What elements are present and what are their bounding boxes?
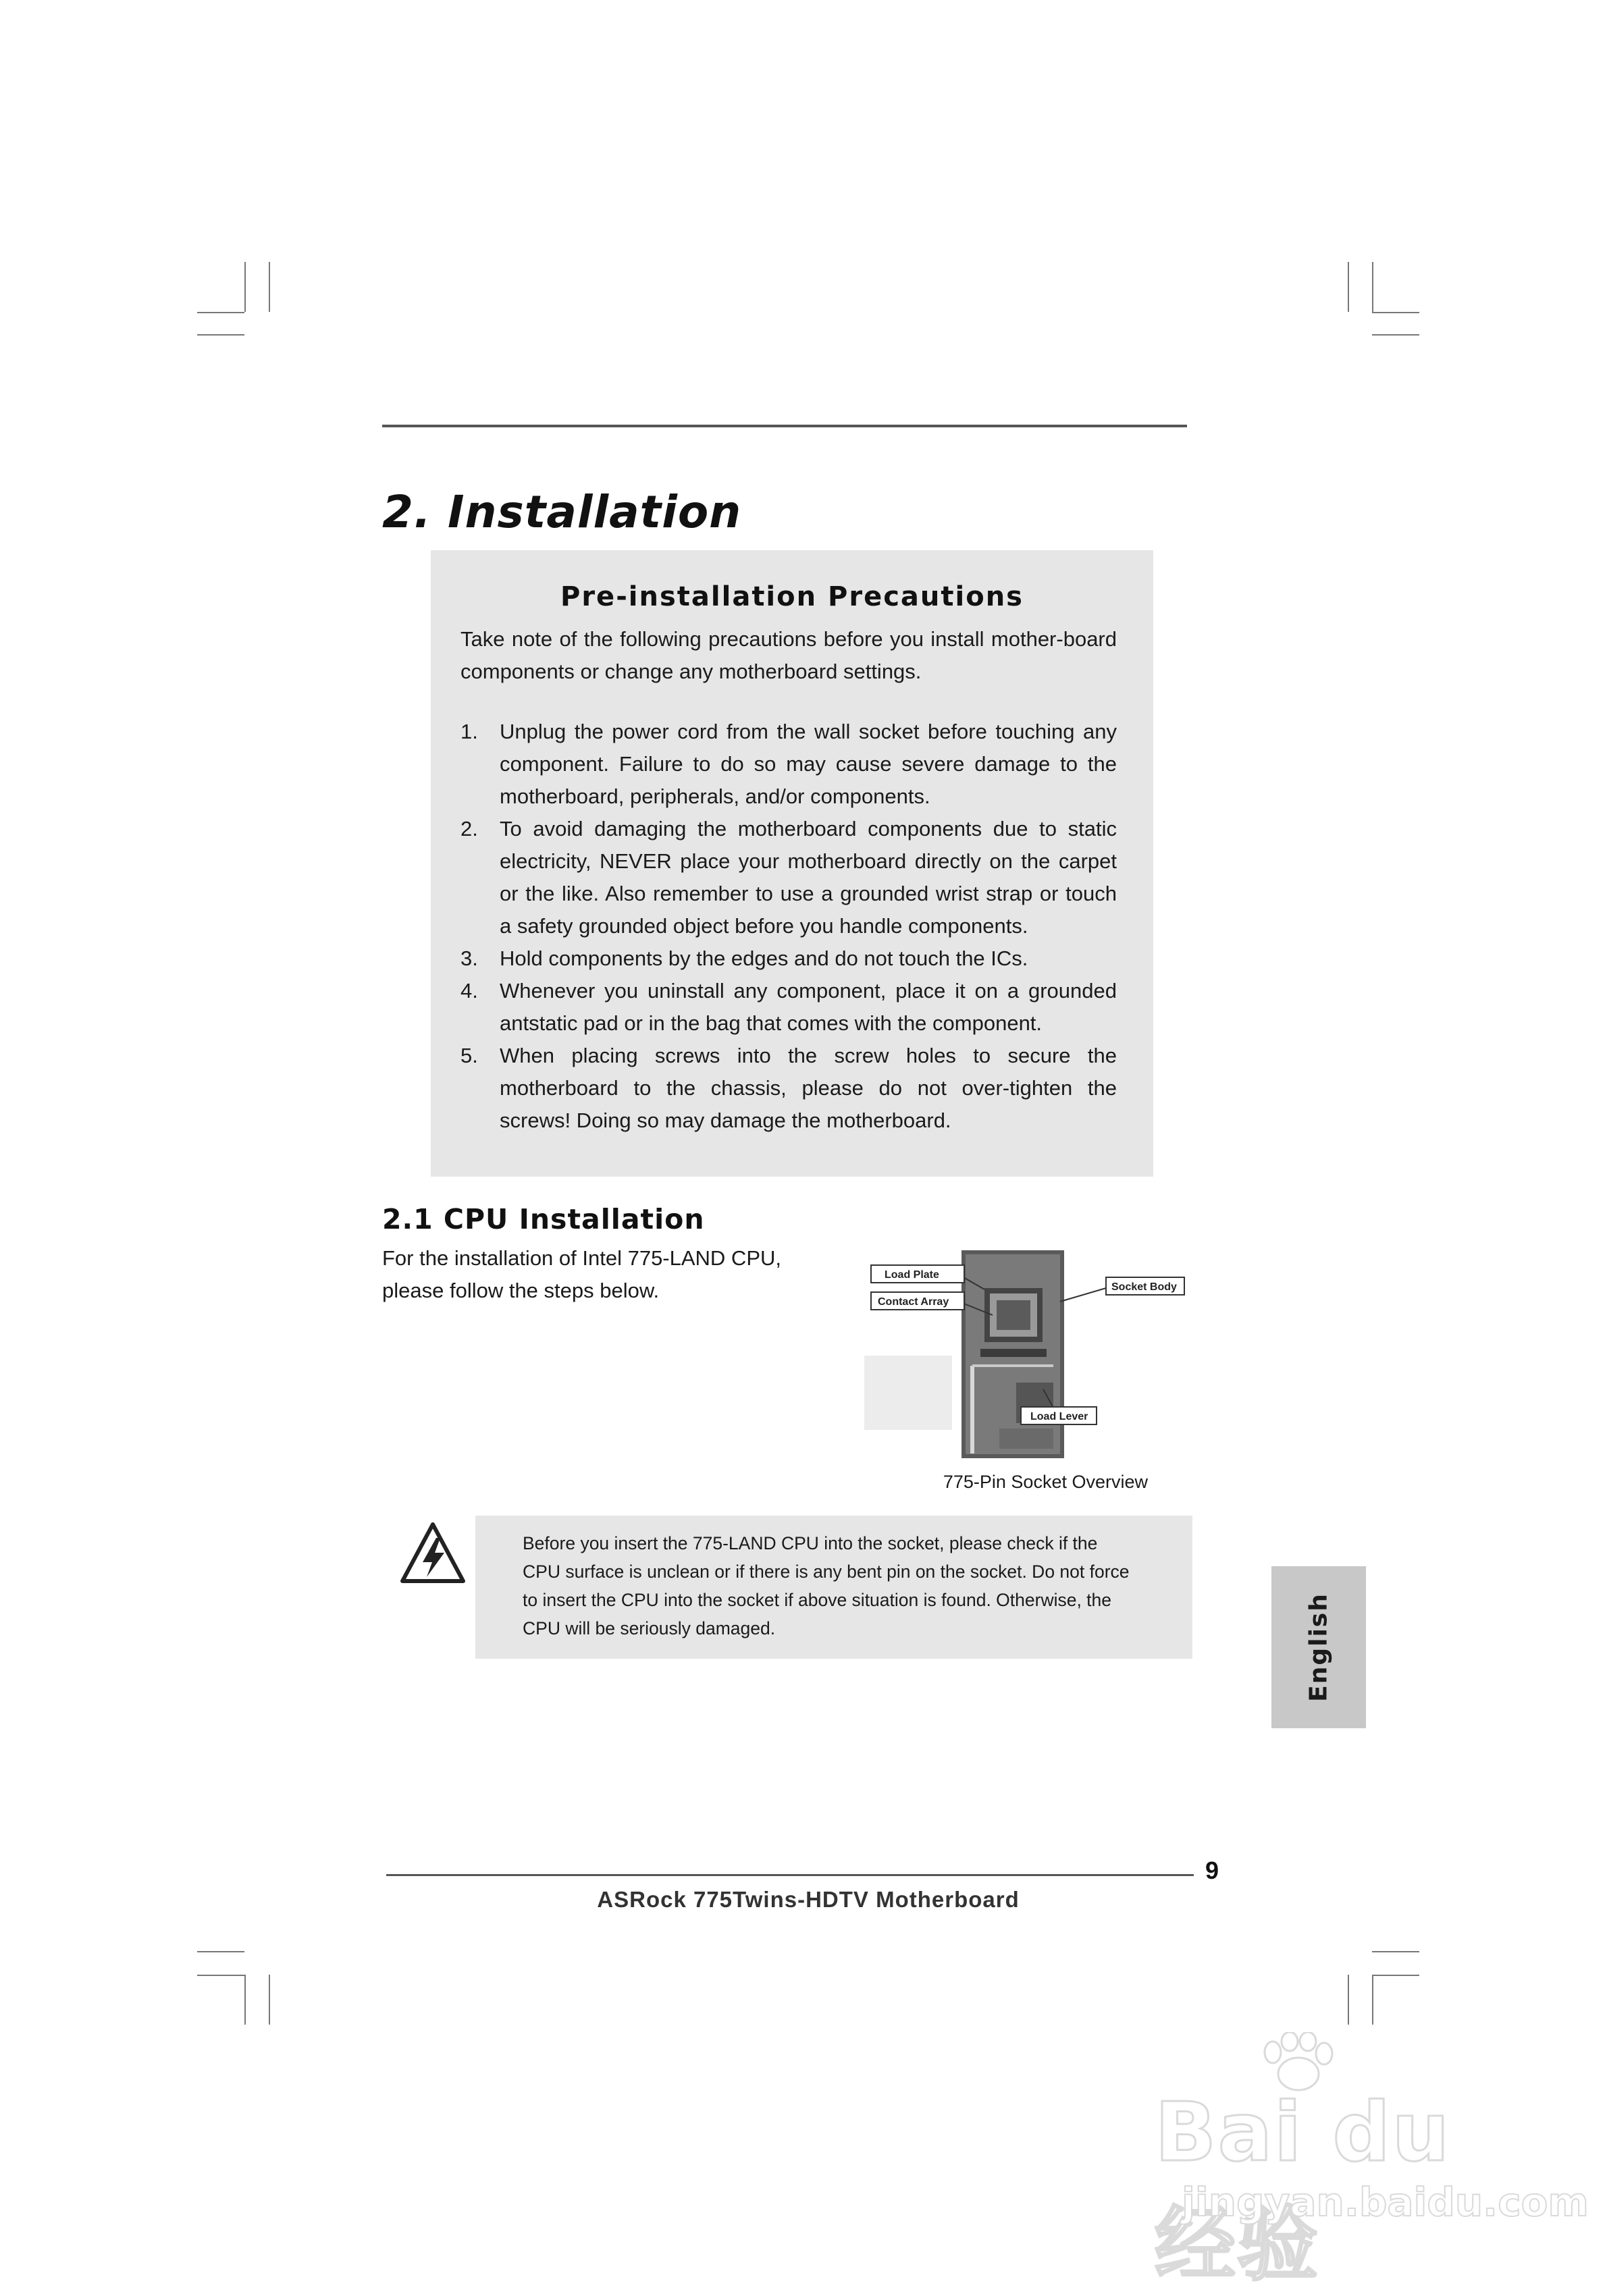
list-item-text: Whenever you uninstall any component, place it on a grounded antstatic pad or in the bag that comes with the component.: [500, 979, 1117, 1035]
precautions-list: [460, 716, 1117, 1137]
watermark-url: jingyan.baidu.com: [1182, 2179, 1589, 2225]
header-rule: [382, 425, 1187, 427]
list-item-text: When placing screws into the screw holes to secure the motherboard to the chassis, please do not over-tighten the screws! Doing so may damage the motherboard.: [500, 1044, 1117, 1132]
list-item: [460, 942, 1117, 975]
socket-figure: [864, 1248, 1188, 1464]
precautions-intro: Take note of the following precautions before you install mother-board components or change any motherboard settings.: [460, 627, 1117, 683]
label-load-lever: Load Lever: [1030, 1411, 1088, 1422]
list-item: [460, 1040, 1117, 1137]
list-item-number: 3.: [460, 946, 478, 970]
list-item-number: 2.: [460, 817, 478, 840]
precautions-heading: Pre-installation Precautions: [560, 581, 1024, 612]
baidu-watermark: [1141, 2032, 1589, 2292]
list-item-number: 5.: [460, 1044, 478, 1067]
language-tab: [1271, 1566, 1366, 1728]
cpu-installation-intro: For the installation of Intel 775-LAND CPU, please follow the steps below.: [382, 1246, 781, 1302]
list-item-text: Unplug the power cord from the wall socket before touching any component. Failure to do so may cause severe damage to the motherboard, peripherals, and/or components.: [500, 720, 1117, 808]
footer-rule: [386, 1874, 1194, 1876]
cpu-installation-title: 2.1 CPU Installation: [382, 1203, 705, 1235]
socket-figure-caption: 775-Pin Socket Overview: [943, 1472, 1148, 1492]
label-load-plate: Load Plate: [885, 1269, 939, 1281]
lightning-warning-icon: [396, 1519, 470, 1586]
label-contact-array: Contact Array: [878, 1296, 949, 1308]
page-number: 9: [1205, 1857, 1219, 1884]
label-socket-body: Socket Body: [1111, 1281, 1177, 1293]
list-item-text: To avoid damaging the motherboard components due to static electricity, NEVER place your motherboard directly on the carpet or the like. Also remember to use a grounded wrist strap or touch a safety grounded object before you handle components.: [500, 817, 1117, 938]
list-item-text: Hold components by the edges and do not touch the ICs.: [500, 946, 1028, 970]
footer-product-name: ASRock 775Twins-HDTV Motherboard: [597, 1887, 1020, 1912]
list-item: [460, 813, 1117, 942]
language-tab-label: English: [1305, 1593, 1333, 1702]
list-item: [460, 716, 1117, 813]
list-item-number: 1.: [460, 720, 478, 743]
section-title: 2. Installation: [382, 486, 742, 538]
paw-icon: [1259, 2032, 1334, 2093]
precautions-box: [431, 550, 1153, 1177]
list-item-number: 4.: [460, 979, 478, 1003]
warning-box: [475, 1516, 1192, 1659]
watermark-brand: Bai du 经验: [1155, 2086, 1451, 2292]
warning-text: Before you insert the 775-LAND CPU into the socket, please check if the CPU surface is unclean or if there is any bent pin on the socket. Do not force to insert the CPU into the socket if above situation is found. Otherwise, the CPU will be seriously damaged.: [523, 1533, 1130, 1638]
list-item: [460, 975, 1117, 1040]
